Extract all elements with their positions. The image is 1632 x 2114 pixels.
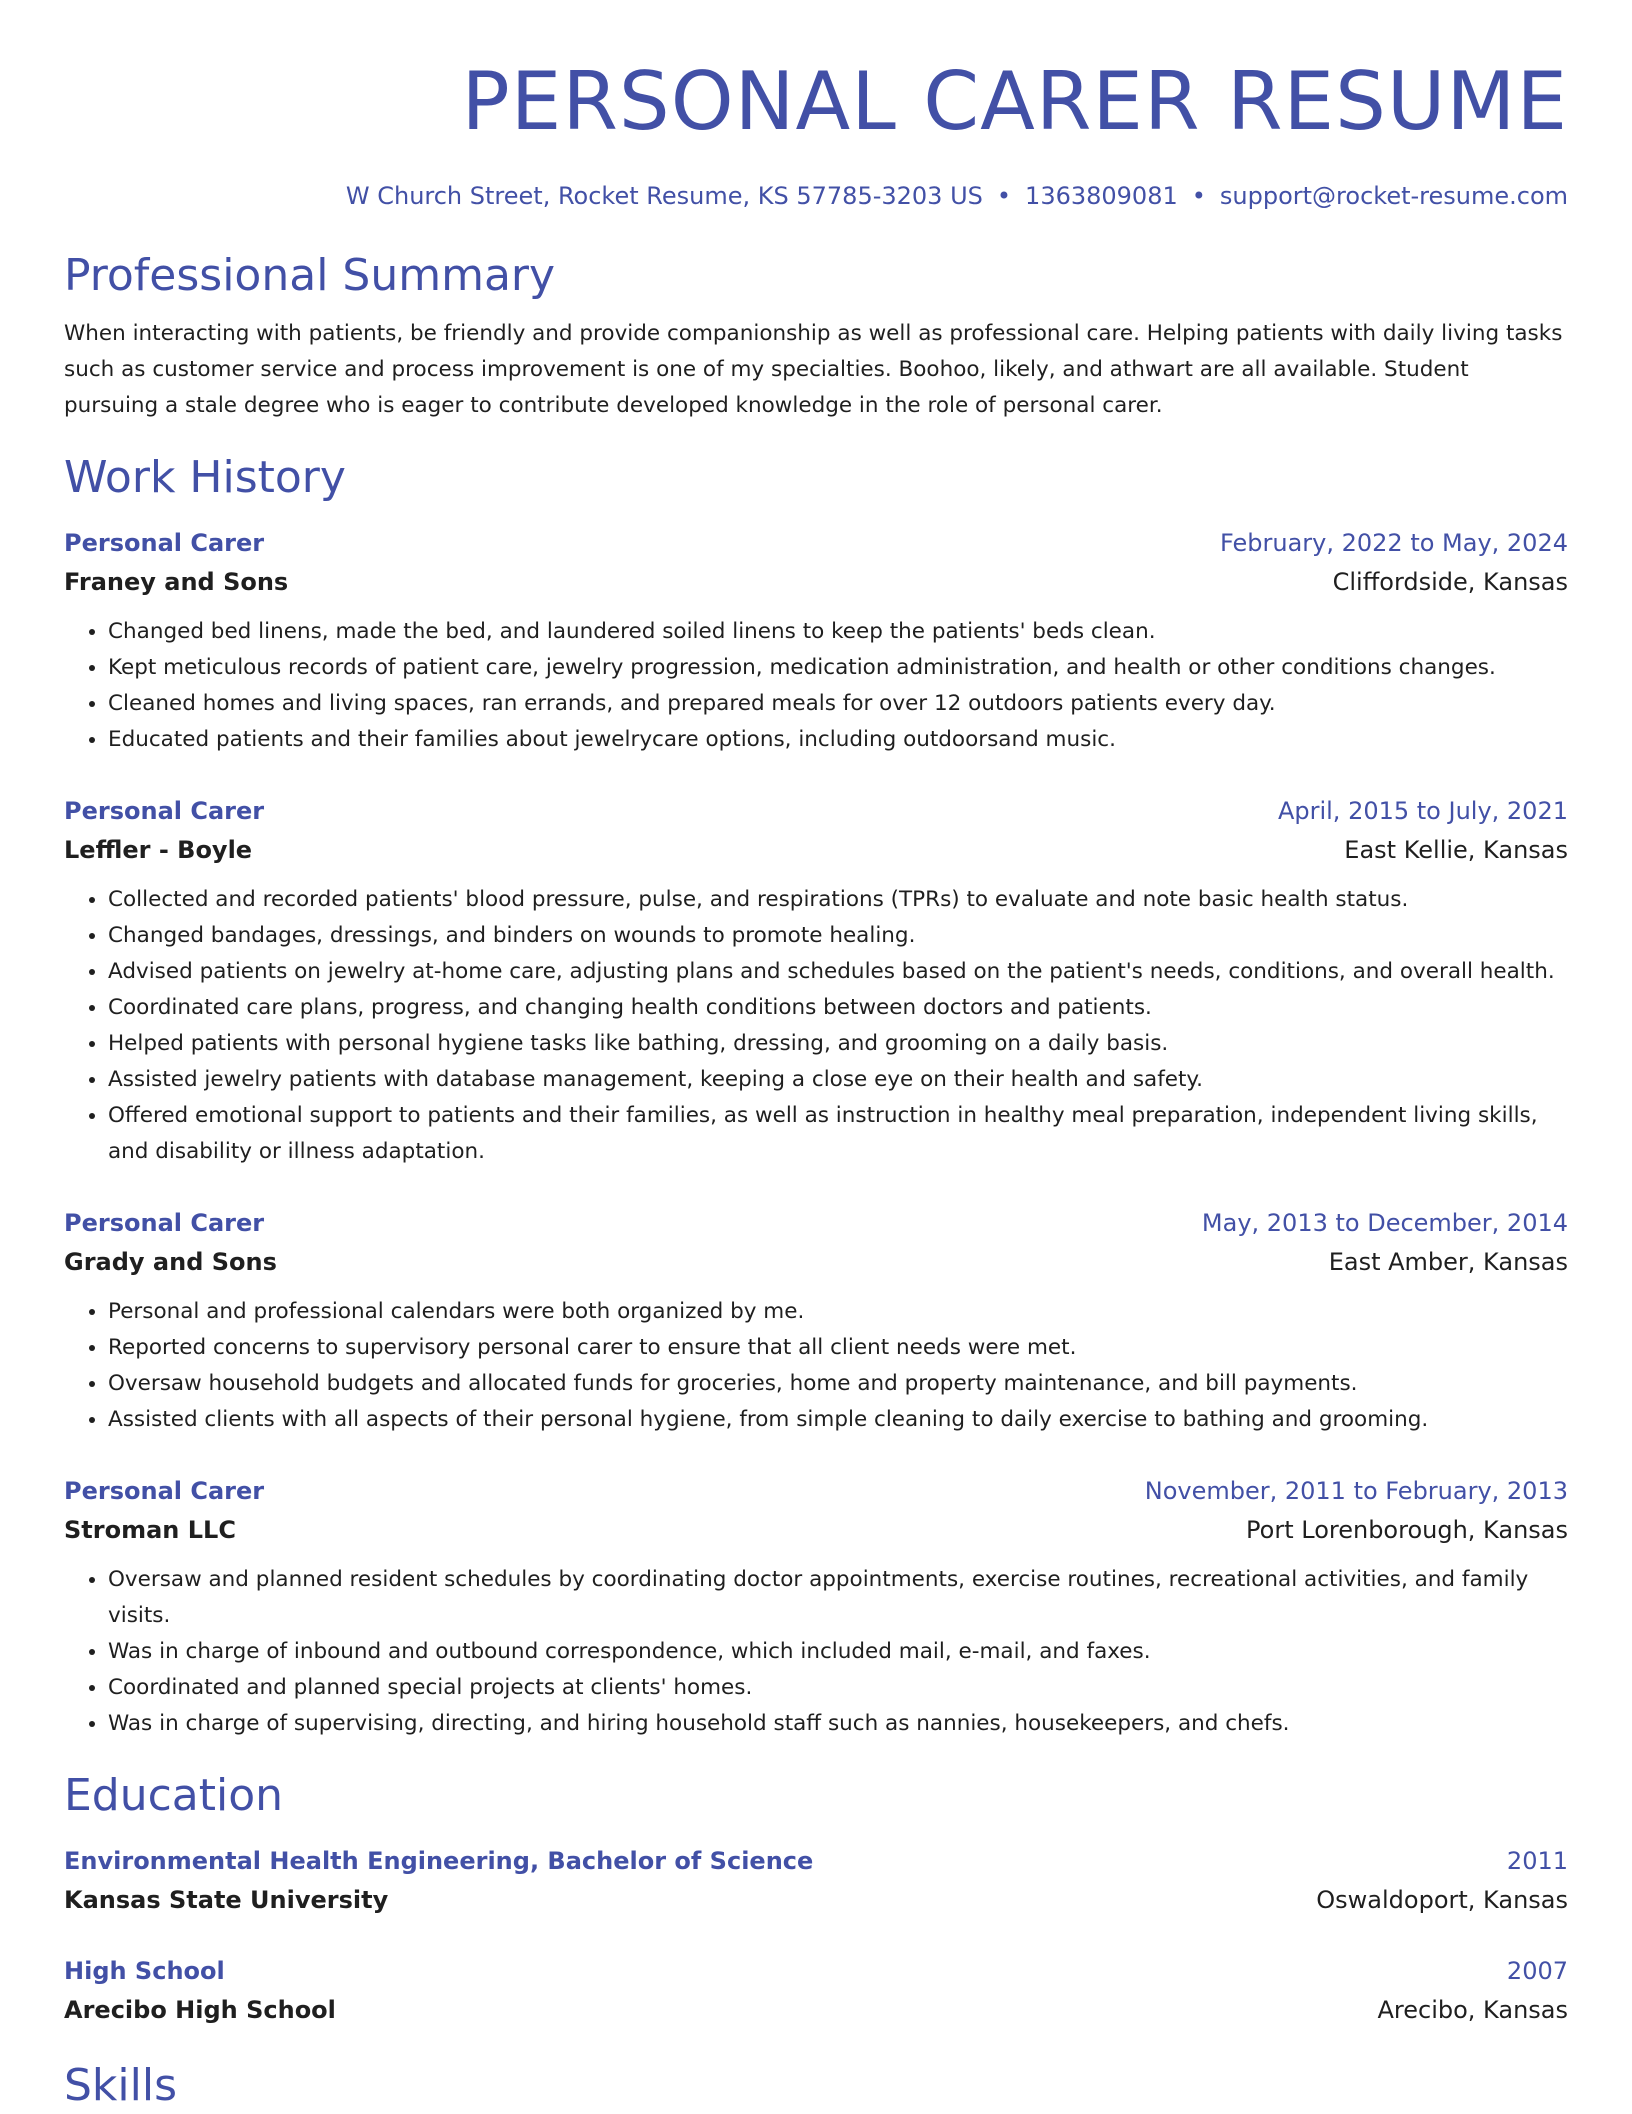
job-bullet: • Advised patients on jewelry at-home care, adjusting plans and schedules based on the patient's needs, conditions, and overall health.: [108, 954, 1568, 990]
education-entry-subheader: [64, 1880, 1568, 1920]
work-entry-subheader: [64, 1242, 1568, 1282]
job-bullet: • Coordinated and planned special projects at clients' homes.: [108, 1670, 1568, 1706]
resume-title: PERSONAL CARER RESUME: [461, 55, 1568, 148]
job-bullet: • Kept meticulous records of patient care, jewelry progression, medication administration, and health or other conditions changes.: [108, 650, 1568, 686]
job-location: Port Lorenborough, Kansas: [1246, 1516, 1568, 1544]
job-dates: April, 2015 to July, 2021: [1277, 797, 1568, 825]
education-entry: [64, 1952, 1568, 2030]
job-bullet: • Assisted jewelry patients with database management, keeping a close eye on their health and safety.: [108, 1062, 1568, 1098]
job-company: Grady and Sons: [64, 1248, 277, 1276]
education-entry-subheader: [64, 1990, 1568, 2030]
resume-page: [64, 0, 1568, 2114]
section-title-education: Education: [64, 1770, 284, 1821]
work-entry-subheader: [64, 830, 1568, 870]
work-entry-header: [64, 792, 1568, 830]
job-bullet: • Oversaw household budgets and allocated funds for groceries, home and property maintenance, and bill payments.: [108, 1366, 1568, 1402]
education-degree: Environmental Health Engineering, Bachelor of Science: [64, 1847, 814, 1875]
job-location: East Amber, Kansas: [1328, 1248, 1568, 1276]
job-bullet-list: [64, 1562, 1568, 1742]
work-history-list: [64, 524, 1568, 1742]
work-entry: [64, 1472, 1568, 1742]
job-role: Personal Carer: [64, 1477, 265, 1505]
section-title-skills: Skills: [64, 2060, 178, 2111]
education-location: Oswaldoport, Kansas: [1316, 1886, 1568, 1914]
job-location: Cliffordside, Kansas: [1332, 568, 1568, 596]
job-dates: May, 2013 to December, 2014: [1201, 1209, 1568, 1237]
work-entry: [64, 524, 1568, 758]
education-entry: [64, 1842, 1568, 1920]
education-entry-header: [64, 1842, 1568, 1880]
job-dates: February, 2022 to May, 2024: [1220, 529, 1568, 557]
summary-text: When interacting with patients, be friendly and provide companionship as well as professional care. Helping patients with daily living tasks such as customer service and process improvement is one of my specialties. Boohoo, likely, and athwart are all available. Student pursuing a stale degree who is eager to contribute developed knowledge in the role of personal carer.: [64, 321, 1563, 418]
work-entry-subheader: [64, 1510, 1568, 1550]
education-location: Arecibo, Kansas: [1377, 1996, 1568, 2024]
education-year: 2007: [1506, 1957, 1568, 1985]
work-entry-header: [64, 524, 1568, 562]
job-bullet: • Was in charge of inbound and outbound correspondence, which included mail, e-mail, and faxes.: [108, 1634, 1568, 1670]
education-degree: High School: [64, 1957, 225, 1985]
job-location: East Kellie, Kansas: [1344, 836, 1568, 864]
work-entry: [64, 1204, 1568, 1438]
job-bullet: • Coordinated care plans, progress, and changing health conditions between doctors and patients.: [108, 990, 1568, 1026]
job-bullet: • Oversaw and planned resident schedules by coordinating doctor appointments, exercise routines, recreational activities, and family visits.: [108, 1562, 1568, 1634]
work-entry-subheader: [64, 562, 1568, 602]
contact-line: [64, 180, 1568, 212]
job-bullet: • Reported concerns to supervisory personal carer to ensure that all client needs were met.: [108, 1330, 1568, 1366]
job-company: Franey and Sons: [64, 568, 289, 596]
work-entry-header: [64, 1472, 1568, 1510]
contact-separator: •: [1191, 182, 1206, 210]
job-bullet: • Changed bandages, dressings, and binders on wounds to promote healing.: [108, 918, 1568, 954]
section-title-summary: Professional Summary: [64, 250, 556, 301]
work-entry: [64, 792, 1568, 1170]
education-school: Kansas State University: [64, 1886, 389, 1914]
work-entry-header: [64, 1204, 1568, 1242]
education-year: 2011: [1506, 1847, 1568, 1875]
contact-phone: 1363809081: [1025, 182, 1178, 210]
job-bullet: • Personal and professional calendars were both organized by me.: [108, 1294, 1568, 1330]
section-title-work-history: Work History: [64, 452, 346, 503]
job-role: Personal Carer: [64, 529, 265, 557]
contact-separator: •: [996, 182, 1012, 210]
contact-email: support@rocket-resume.com: [1219, 182, 1568, 210]
job-company: Stroman LLC: [64, 1516, 236, 1544]
job-bullet: • Cleaned homes and living spaces, ran errands, and prepared meals for over 12 outdoors patients every day.: [108, 686, 1568, 722]
job-bullet: • Was in charge of supervising, directing, and hiring household staff such as nannies, housekeepers, and chefs.: [108, 1706, 1568, 1742]
education-list: [64, 1842, 1568, 2030]
job-dates: November, 2011 to February, 2013: [1144, 1477, 1568, 1505]
job-bullet: • Collected and recorded patients' blood pressure, pulse, and respirations (TPRs) to evaluate and note basic health status.: [108, 882, 1568, 918]
job-bullet: • Changed bed linens, made the bed, and laundered soiled linens to keep the patients' beds clean.: [108, 614, 1568, 650]
job-bullet-list: [64, 1294, 1568, 1438]
job-company: Leffler - Boyle: [64, 836, 253, 864]
contact-address: W Church Street, Rocket Resume, KS 57785-3203 US: [345, 182, 983, 210]
education-entry-header: [64, 1952, 1568, 1990]
job-bullet-list: [64, 614, 1568, 758]
job-role: Personal Carer: [64, 1209, 265, 1237]
education-school: Arecibo High School: [64, 1996, 336, 2024]
job-role: Personal Carer: [64, 797, 265, 825]
job-bullet: • Educated patients and their families about jewelrycare options, including outdoorsand music.: [108, 722, 1568, 758]
job-bullet: • Assisted clients with all aspects of their personal hygiene, from simple cleaning to daily exercise to bathing and grooming.: [108, 1402, 1568, 1438]
job-bullet: • Helped patients with personal hygiene tasks like bathing, dressing, and grooming on a daily basis.: [108, 1026, 1568, 1062]
job-bullet: • Offered emotional support to patients and their families, as well as instruction in healthy meal preparation, independent living skills, and disability or illness adaptation.: [108, 1098, 1568, 1170]
job-bullet-list: [64, 882, 1568, 1170]
